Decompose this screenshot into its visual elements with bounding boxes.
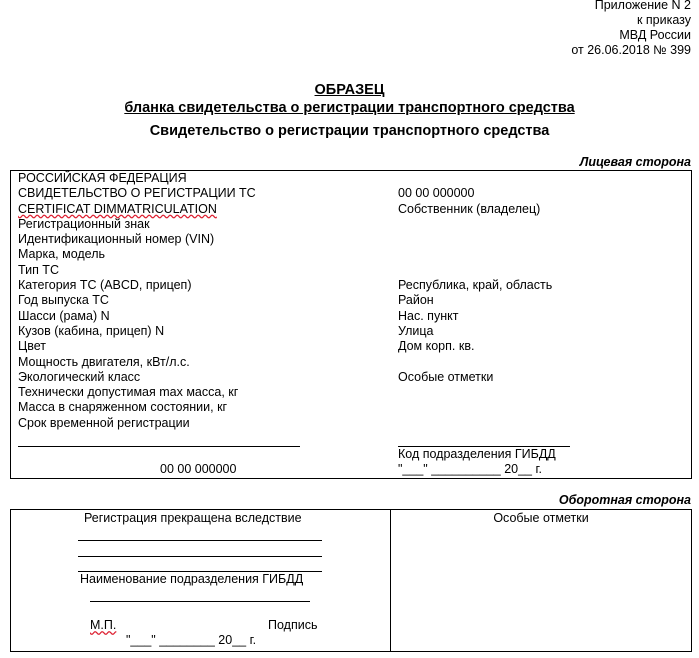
back-divider <box>390 509 391 651</box>
field-curb-mass: Масса в снаряженном состоянии, кг <box>18 400 228 415</box>
field-temp-reg: Срок временной регистрации <box>18 415 190 430</box>
sample-title: ОБРАЗЕЦ <box>314 82 385 98</box>
unit-name-label: Наименование подразделения ГИБДД <box>80 572 304 586</box>
reason-line-1 <box>78 540 322 541</box>
field-certificat: CERTIFICAT DIMMATRICULATION <box>18 201 217 216</box>
field-make-model: Марка, модель <box>18 247 106 262</box>
field-type: Тип ТС <box>18 262 59 277</box>
front-signature-line <box>18 446 300 447</box>
document-title: Свидетельство о регистрации транспортного средства <box>149 123 550 139</box>
terminated-label: Регистрация прекращена вследствие <box>84 511 302 525</box>
field-category: Категория ТС (ABCD, прицеп) <box>18 278 192 293</box>
front-side-label: Лицевая сторона <box>579 155 691 169</box>
back-date-line: "___" ________ 20__ г. <box>126 633 257 647</box>
field-reg-sign: Регистрационный знак <box>18 216 150 231</box>
signature-label: Подпись <box>268 618 318 632</box>
right-region: Республика, край, область <box>398 278 553 293</box>
right-number: 00 00 000000 <box>398 186 475 201</box>
to-order-label: к приказу <box>636 13 691 27</box>
field-chassis: Шасси (рама) N <box>18 308 110 323</box>
form-title: бланка свидетельства о регистрации транспортного средства <box>124 100 575 116</box>
ministry-label: МВД России <box>619 28 691 42</box>
back-side-label: Оборотная сторона <box>558 493 691 507</box>
field-color: Цвет <box>18 339 47 354</box>
back-special-notes: Особые отметки <box>493 511 589 525</box>
order-ref-label: от 26.06.2018 № 399 <box>571 43 691 57</box>
right-district: Район <box>398 293 434 308</box>
front-date-line: "___" __________ 20__ г. <box>398 462 542 476</box>
stamp-label: М.П. <box>90 618 117 632</box>
right-street: Улица <box>398 323 434 338</box>
field-country: РОССИЙСКАЯ ФЕДЕРАЦИЯ <box>18 171 187 185</box>
field-certificate-title: СВИДЕТЕЛЬСТВО О РЕГИСТРАЦИИ ТС <box>18 186 256 201</box>
gibdd-code-label: Код подразделения ГИБДД <box>398 447 556 461</box>
field-vin: Идентификационный номер (VIN) <box>18 232 215 247</box>
unit-name-line <box>90 601 310 602</box>
right-special-notes: Особые отметки <box>398 369 494 384</box>
bottom-number: 00 00 000000 <box>160 462 237 476</box>
field-max-mass: Технически допустимая max масса, кг <box>18 385 239 400</box>
front-left-column <box>18 171 256 431</box>
field-body: Кузов (кабина, прицеп) N <box>18 323 165 338</box>
right-locality: Нас. пункт <box>398 308 459 323</box>
field-year: Год выпуска ТС <box>18 293 109 308</box>
reason-line-2 <box>78 556 322 557</box>
right-house: Дом корп. кв. <box>398 339 475 354</box>
field-power: Мощность двигателя, кВт/л.с. <box>18 354 190 369</box>
right-owner: Собственник (владелец) <box>398 201 541 216</box>
front-right-column <box>398 171 552 385</box>
appendix-label: Приложение N 2 <box>594 0 691 12</box>
field-eco-class: Экологический класс <box>18 369 141 384</box>
order-header <box>571 0 691 58</box>
